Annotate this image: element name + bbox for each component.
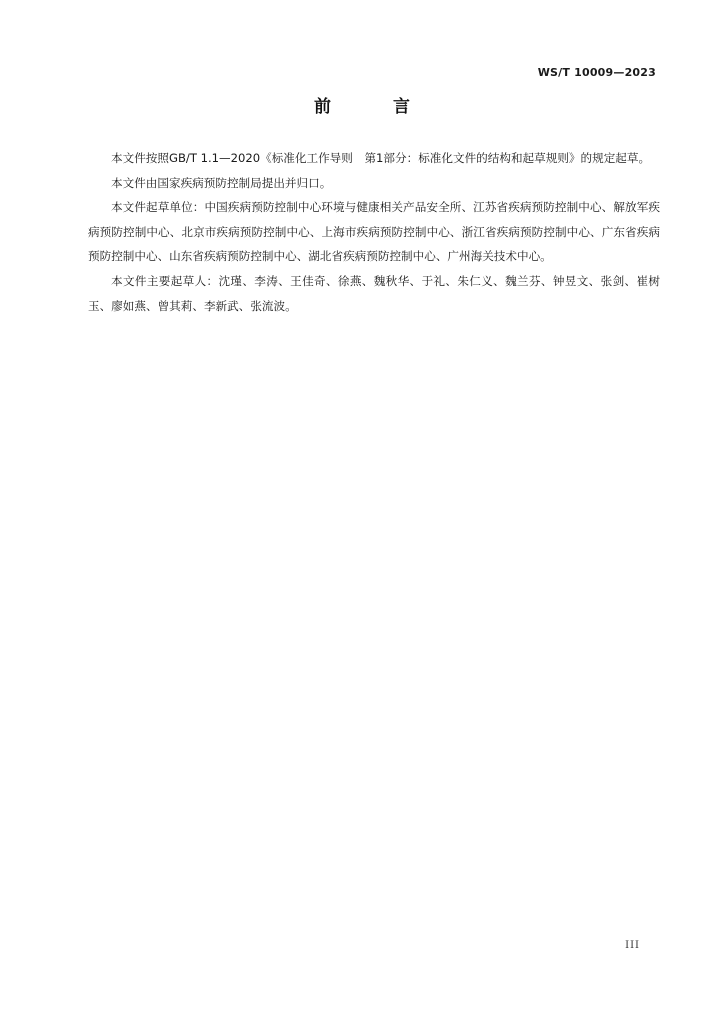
paragraph-drafters: 本文件主要起草人：沈瑾、李涛、王佳奇、徐燕、魏秋华、于礼、朱仁义、魏兰芬、钟昱文、张剑、崔树玉、廖如燕、曾其莉、李新武、张流波。 [88,273,660,313]
page-title: 前 言 [314,97,438,117]
paragraph-drafting-basis: 本文件按照GB/T 1.1—2020《标准化工作导则 第1部分：标准化文件的结构和起草规则》的规定起草。 [111,151,651,165]
paragraph-proposer: 本文件由国家疾病预防控制局提出并归口。 [111,175,332,190]
foreword-body [88,146,660,318]
standard-code: WS/T 10009—2023 [537,66,656,79]
page-number: III [625,940,640,951]
paragraph-drafting-units: 本文件起草单位：中国疾病预防控制中心环境与健康相关产品安全所、江苏省疾病预防控制中心、解放军疾病预防控制中心、北京市疾病预防控制中心、上海市疾病预防控制中心、浙江省疾病预防控制中心、广东省疾病预防控制中心、山东省疾病预防控制中心、湖北省疾病预防控制中心、广州海关技术中心。 [88,200,660,264]
